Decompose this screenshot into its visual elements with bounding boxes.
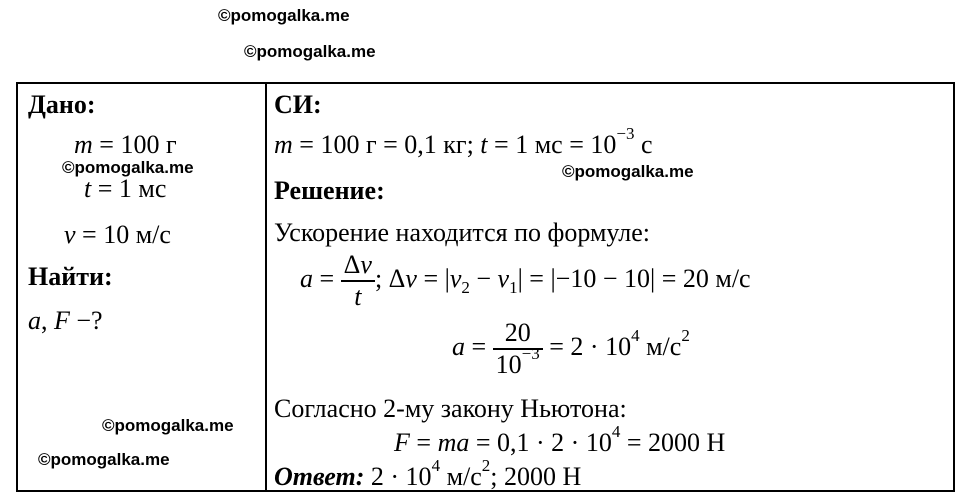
watermark: ©pomogalka.me	[38, 450, 170, 469]
acceleration-formula: a = $\frac{\Delta v}{t}$ ; $\Delta v = |v_2 - v_1| = |-10 - 10| = 20$ м/с	[300, 250, 751, 311]
watermark: ©pomogalka.me	[218, 6, 350, 25]
column-divider	[265, 84, 267, 490]
si-heading: СИ:	[274, 90, 322, 119]
answer-line: Ответ: $2 \cdot 10^4$ $м/с^2$; 2000 Н	[274, 456, 582, 491]
given-time: t = 1 мс	[84, 174, 167, 203]
find-text: a, F −?	[28, 306, 103, 335]
force-formula: F = ma = $0,1 \cdot 2 \cdot 10^4 = 2000$ Н	[394, 422, 726, 457]
answer-label: Ответ:	[274, 462, 365, 491]
fraction-dv-t: $\frac{\Delta v}{t}$	[341, 250, 375, 312]
watermark: ©pomogalka.me	[562, 162, 694, 181]
given-mass: m = 100 г	[74, 130, 177, 159]
acceleration-value: a = $\frac{20}{10^{-3}}$ = $2 \cdot 10^4$ $м/с^2$	[452, 318, 690, 379]
watermark: ©pomogalka.me	[102, 416, 234, 435]
solution-intro: Ускорение находится по формуле:	[274, 218, 650, 247]
watermark: ©pomogalka.me	[62, 158, 194, 177]
find-heading: Найти:	[28, 262, 113, 291]
given-heading: Дано:	[28, 90, 96, 119]
solution-heading: Решение:	[274, 176, 385, 205]
watermark: ©pomogalka.me	[244, 42, 376, 61]
given-velocity: v = 10 м/с	[64, 220, 171, 249]
fraction-20-over: $\frac{20}{10^{-3}}$	[493, 318, 543, 380]
newton-text: Согласно 2-му закону Ньютона:	[274, 394, 627, 423]
si-line: m = 100 г = 0,1 кг; t = 1 мс = $10^{-3}$ с	[274, 124, 653, 159]
